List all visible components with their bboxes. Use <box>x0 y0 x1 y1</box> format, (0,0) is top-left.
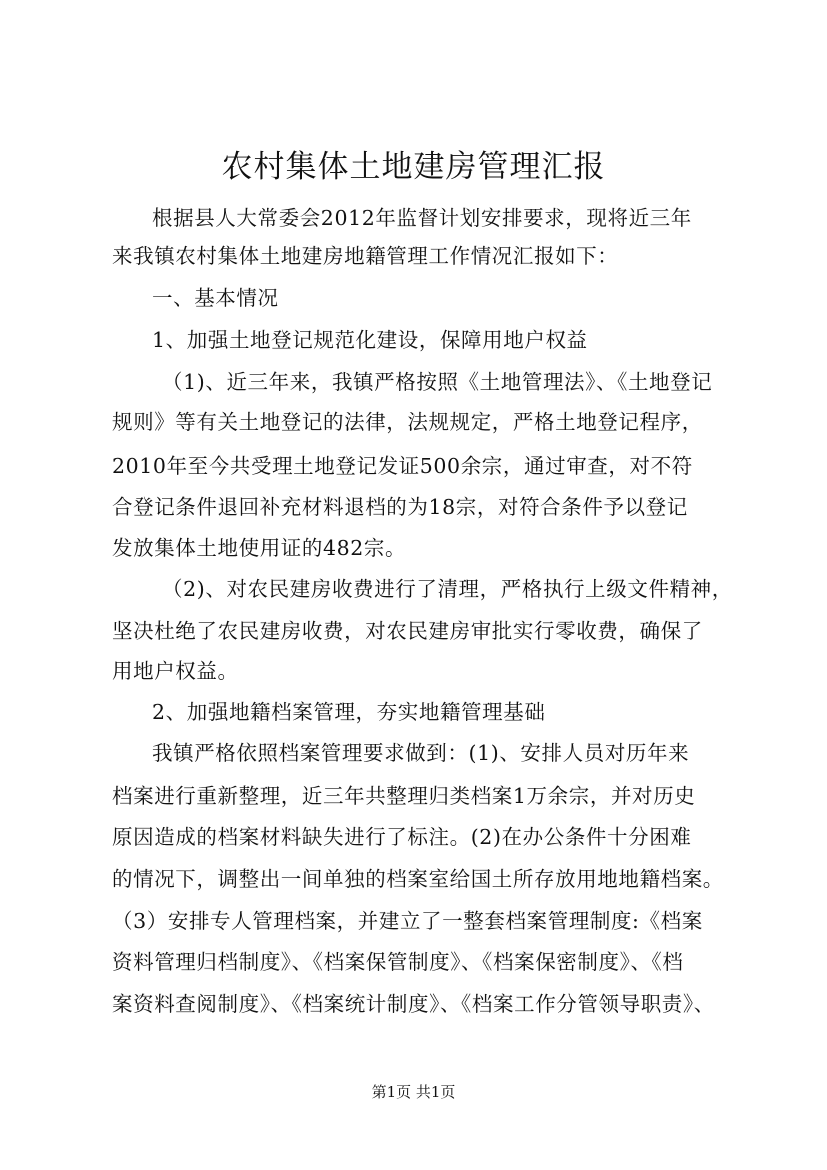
body-line: 的情况下，调整出一间单独的档案室给国土所存放用地地籍档案。 <box>112 867 724 891</box>
body-line: 我镇严格依照档案管理要求做到：(1)、安排人员对历年来 <box>152 741 690 765</box>
page-number: 第1页 共1页 <box>371 1083 456 1101</box>
body-line: 档案进行重新整理，近三年共整理归类档案1万余宗，并对历史 <box>112 784 696 808</box>
body-line: 发放集体土地使用证的482宗。 <box>112 536 407 560</box>
subsection-heading: 1、加强土地登记规范化建设，保障用地户权益 <box>152 328 588 352</box>
body-line: 合登记条件退回补充材料退档的为18宗，对符合条件予以登记 <box>112 495 688 519</box>
body-line: 坚决杜绝了农民建房收费，对农民建房审批实行零收费，确保了 <box>112 619 703 643</box>
body-line: （3）安排专人管理档案，并建立了一整套档案管理制度:《档案 <box>112 909 703 933</box>
body-line: （2)、对农民建房收费进行了清理，严格执行上级文件精神， <box>162 577 733 601</box>
body-line: 2010年至今共受理土地登记发证500余宗，通过审查，对不符 <box>112 454 693 478</box>
body-line: 根据县人大常委会2012年监督计划安排要求，现将近三年 <box>152 206 692 230</box>
subsection-heading: 2、加强地籍档案管理，夯实地籍管理基础 <box>152 700 546 724</box>
body-line: 规则》等有关土地登记的法律，法规规定，严格土地登记程序， <box>112 410 703 434</box>
body-line: 用地户权益。 <box>112 659 239 683</box>
body-line: 来我镇农村集体土地建房地籍管理工作情况汇报如下： <box>112 244 619 268</box>
body-line: 原因造成的档案材料缺失进行了标注。(2)在办公条件十分困难 <box>112 825 692 849</box>
body-line: 资料管理归档制度》、《档案保管制度》、《档案保密制度》、《档 <box>112 950 684 974</box>
body-line: 案资料查阅制度》、《档案统计制度》、《档案工作分管领导职责》、 <box>112 992 715 1016</box>
body-line: （1)、近三年来，我镇严格按照《土地管理法》、《土地登记 <box>162 370 713 394</box>
section-heading: 一、基本情况 <box>152 286 279 310</box>
document-title: 农村集体土地建房管理汇报 <box>221 149 606 185</box>
